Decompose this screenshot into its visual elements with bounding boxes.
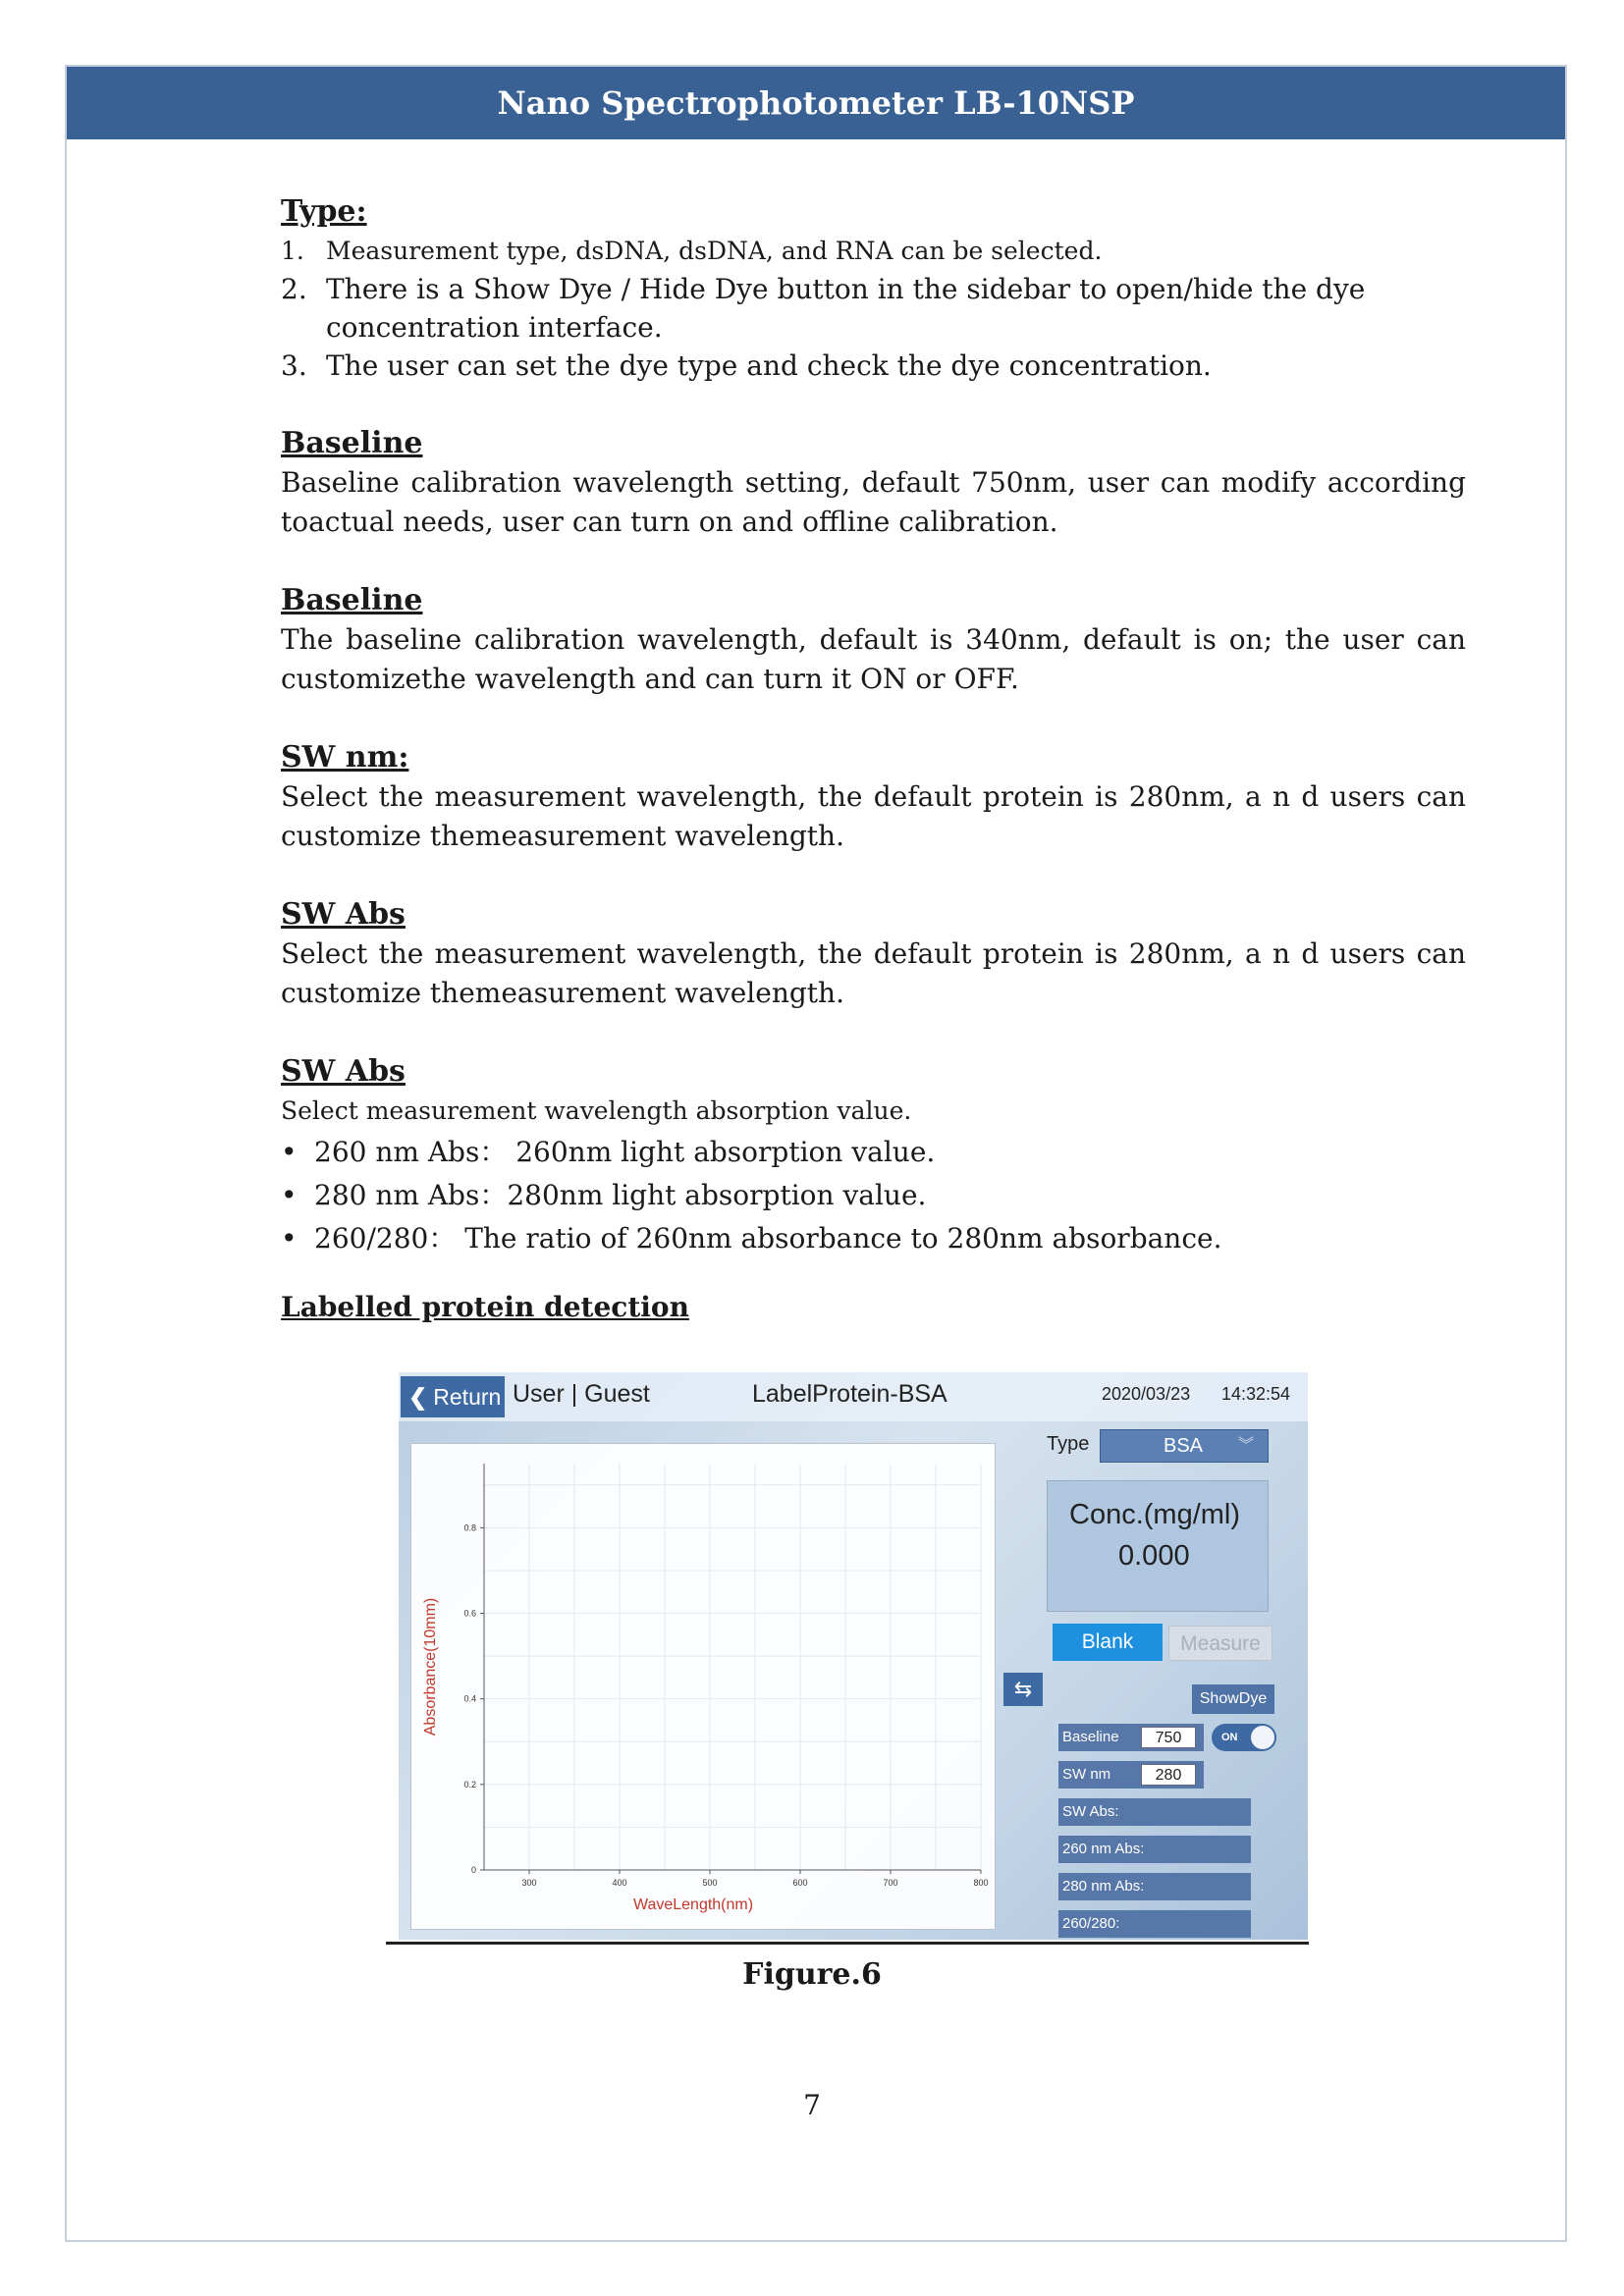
swabs-paragraph: Select the measurement wavelength, the default protein is 280nm, a n d users can customize themeasurement wavelength.	[281, 937, 1466, 1009]
showdye-button[interactable]: ShowDye	[1192, 1684, 1274, 1714]
figure-underline	[386, 1942, 1309, 1945]
list-item-text: The user can set the dye type and check the dye concentration.	[326, 349, 1212, 382]
swnm-paragraph: Select the measurement wavelength, the default protein is 280nm, a n d users can customize themeasurement wavelength.	[281, 780, 1466, 852]
type-select[interactable]	[1100, 1429, 1269, 1463]
type-label: Type	[1047, 1433, 1090, 1455]
swap-arrows-icon[interactable]: ⇆	[1003, 1673, 1043, 1706]
double-chevron-down-icon: ︾	[1237, 1437, 1254, 1454]
list-item-text: Measurement type, dsDNA, dsDNA, and RNA can be selected.	[326, 237, 1103, 265]
chevron-left-icon: ❮	[408, 1384, 428, 1410]
x-tick-label: 800	[973, 1878, 989, 1888]
list-item-text: There is a Show Dye / Hide Dye button in the sidebar to open/hide the dye concentration interface.	[326, 273, 1366, 344]
chart-svg	[411, 1444, 997, 1931]
user-label: User | Guest	[513, 1380, 650, 1408]
swnm-input[interactable]: 280	[1141, 1764, 1196, 1786]
bullet-item: • 280 nm Abs：280nm light absorption value.	[281, 1174, 1466, 1217]
absorbance-chart	[410, 1443, 996, 1930]
y-tick-label: 0.6	[463, 1608, 476, 1619]
abs280-row: 280 nm Abs:	[1058, 1873, 1251, 1900]
y-axis-label: Absorbance(10mm)	[422, 1597, 439, 1736]
swnm-label: SW nm	[1062, 1766, 1111, 1783]
baseline-input[interactable]: 750	[1141, 1727, 1196, 1748]
x-tick-label: 500	[702, 1878, 718, 1888]
baseline-paragraph: Baseline calibration wavelength setting, default 750nm, user can modify according toactual needs, user can turn on and offline calibration.	[281, 466, 1466, 538]
page-header: Nano Spectrophotometer LB-10NSP	[67, 67, 1565, 139]
swabs-heading: SW Abs	[281, 897, 406, 932]
toggle-label: ON	[1221, 1732, 1238, 1743]
type-list	[281, 232, 1466, 385]
return-label: Return	[433, 1384, 502, 1410]
swabs-heading-2: SW Abs	[281, 1054, 406, 1089]
type-heading: Type:	[281, 194, 367, 229]
list-item	[281, 232, 1466, 270]
type-value: BSA	[1164, 1435, 1204, 1457]
figure-caption: Figure.6	[742, 1957, 882, 1992]
page-number: 7	[803, 2089, 821, 2121]
conc-label: Conc.(mg/ml)	[1069, 1499, 1241, 1530]
abs260-row: 260 nm Abs:	[1058, 1836, 1251, 1863]
list-item	[281, 270, 1466, 347]
list-number: 1.	[281, 237, 304, 265]
baseline-toggle[interactable]	[1212, 1724, 1276, 1751]
swabs-intro: Select measurement wavelength absorption value.	[281, 1096, 912, 1125]
screen-title: LabelProtein-BSA	[752, 1380, 947, 1408]
date-label: 2020/03/23	[1102, 1384, 1191, 1404]
y-tick-label: 0.4	[463, 1693, 476, 1704]
toggle-knob	[1251, 1726, 1274, 1749]
y-tick-label: 0.8	[463, 1522, 476, 1533]
blank-button[interactable]: Blank	[1053, 1624, 1163, 1661]
return-button[interactable]	[401, 1376, 505, 1417]
swnm-heading: SW nm:	[281, 740, 409, 774]
conc-value: 0.000	[1118, 1540, 1190, 1572]
x-tick-label: 400	[612, 1878, 627, 1888]
document-body	[281, 192, 1466, 1327]
x-tick-label: 600	[792, 1878, 808, 1888]
measure-button[interactable]: Measure	[1168, 1626, 1272, 1661]
baseline-paragraph-2: The baseline calibration wavelength, default is 340nm, default is on; the user can customizethe wavelength and can turn it ON or OFF.	[281, 623, 1466, 695]
ratio-row: 260/280:	[1058, 1910, 1251, 1938]
concentration-display	[1047, 1480, 1269, 1612]
list-number: 2.	[281, 273, 307, 305]
baseline-heading-2: Baseline	[281, 583, 423, 617]
x-axis-label: WaveLength(nm)	[632, 1896, 754, 1913]
bullet-item: • 260/280： The ratio of 260nm absorbance to 280nm absorbance.	[281, 1217, 1466, 1260]
list-number: 3.	[281, 349, 307, 382]
time-label: 14:32:54	[1221, 1384, 1291, 1404]
baseline-label: Baseline	[1062, 1729, 1119, 1745]
y-tick-label: 0	[470, 1865, 476, 1875]
figure-screenshot	[399, 1372, 1308, 1940]
baseline-heading: Baseline	[281, 426, 423, 460]
x-tick-label: 700	[883, 1878, 898, 1888]
swabs-bullets	[281, 1131, 1466, 1260]
labelled-heading: Labelled protein detection	[281, 1291, 689, 1323]
list-item	[281, 347, 1466, 385]
x-tick-label: 300	[521, 1878, 537, 1888]
bullet-item: • 260 nm Abs： 260nm light absorption value.	[281, 1131, 1466, 1174]
y-tick-label: 0.2	[463, 1779, 476, 1789]
swabs-row: SW Abs:	[1058, 1798, 1251, 1826]
